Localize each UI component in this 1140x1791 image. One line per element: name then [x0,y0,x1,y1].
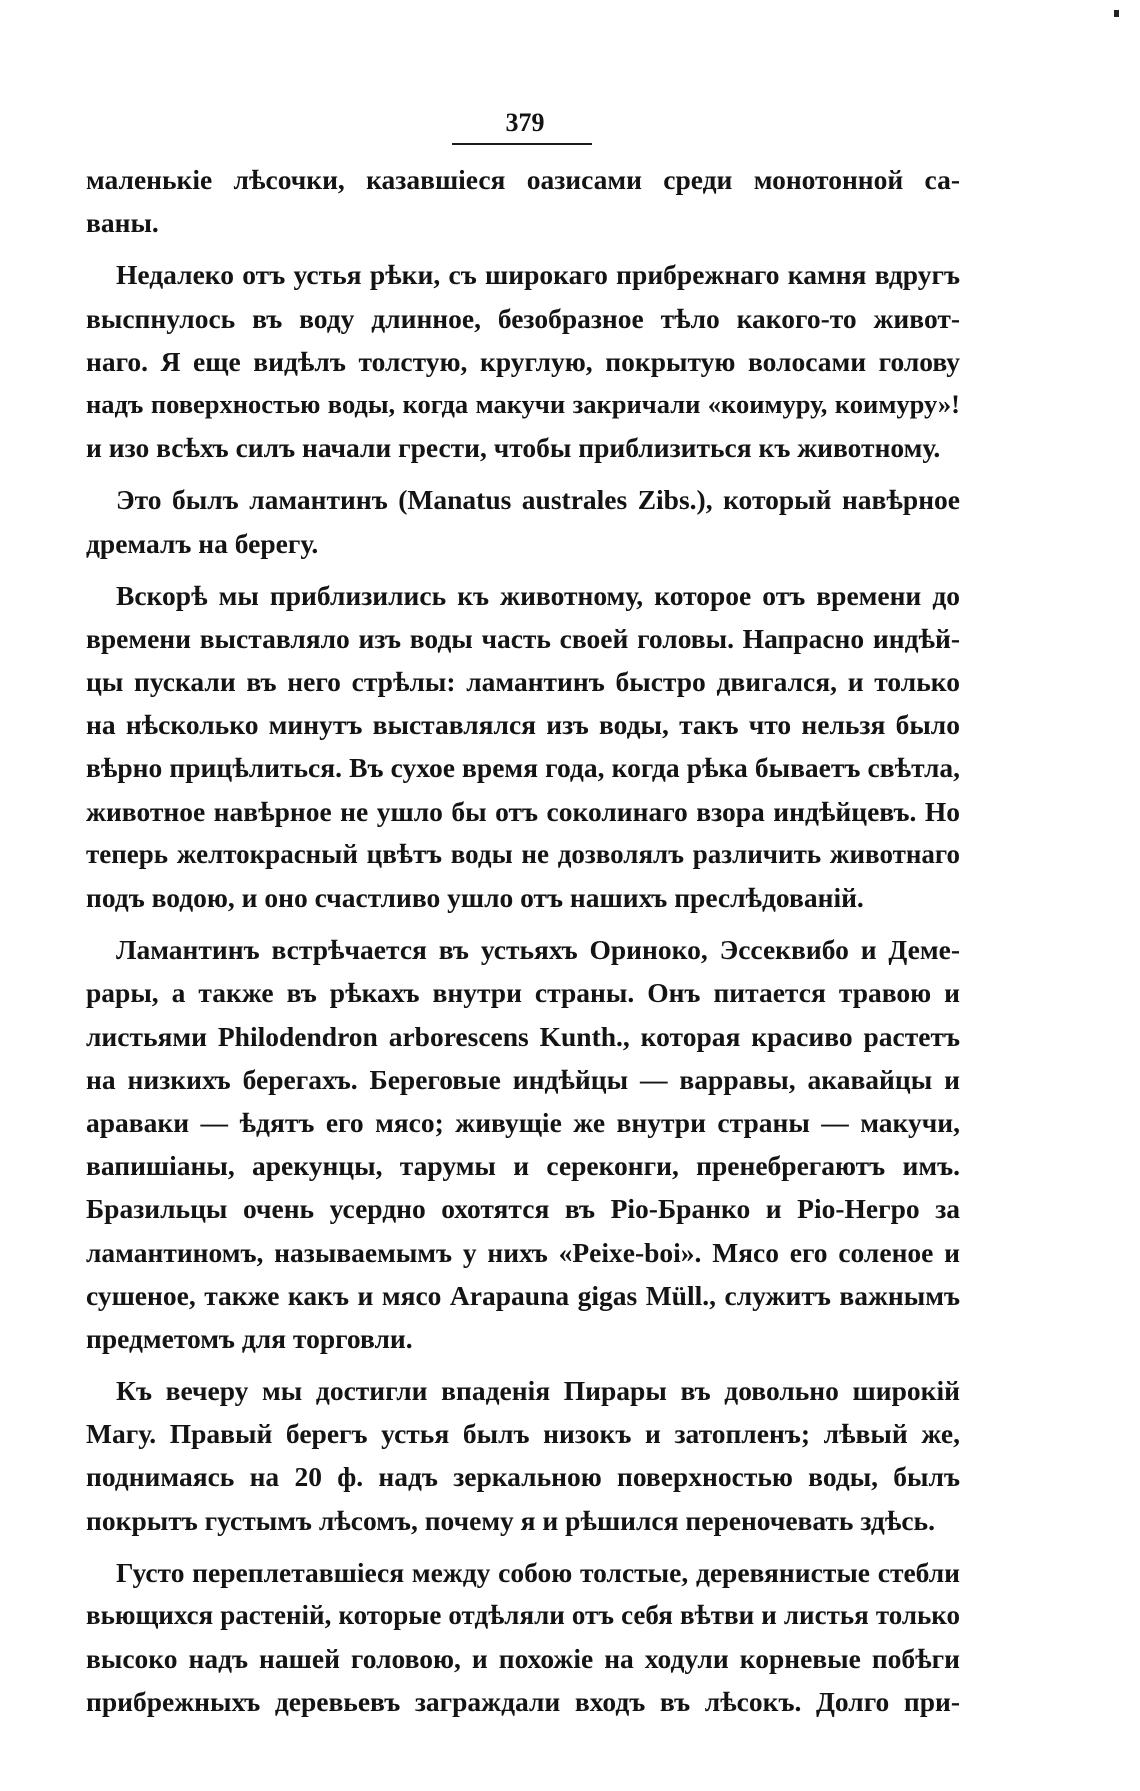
text-line: Ламантинъ встрѣчается въ устьяхъ Ориноко, Эссеквибо и Деме- [116,934,960,966]
text-line: вѣрно прицѣлиться. Въ сухое время года, когда рѣка бываетъ свѣтла, [86,752,960,784]
text-line: прибрежныхъ деревьевъ заграждали входъ въ лѣсокъ. Долго при- [86,1686,960,1718]
text-line: Недалеко отъ устья рѣки, съ широкаго прибрежнаго камня вдругъ [116,259,960,291]
text-line: предметомъ для торговли. [86,1322,413,1354]
page-number-rule [452,143,592,145]
text-line: маленькіе лѣсочки, казавшіеся оазисами среди монотонной са- [86,164,960,195]
text-line: Это былъ ламантинъ (Manatus australes Zibs.), который навѣрное [116,484,960,516]
text-line: араваки — ѣдятъ его мясо; живущіе же внутри страны — макучи, [86,1106,960,1138]
text-line: надъ поверхностью воды, когда макучи закричали «коимуру, коимуру»! [86,388,960,419]
text-line: наго. Я еще видѣлъ толстую, круглую, покрытую волосами голову [86,345,960,377]
text-line: на низкихъ берегахъ. Береговые индѣйцы — варравы, акавайцы и [86,1063,960,1095]
text-line: сушеное, также какъ и мясо Arapauna gigas Müll., служитъ важнымъ [86,1279,960,1311]
paragraph [86,1369,960,1542]
paragraph [86,158,960,244]
text-line: ламантиномъ, называемымъ у нихъ «Peixe-boi». Мясо его соленое и [86,1236,960,1268]
text-line: выспнулось въ воду длинное, безобразное тѣло какого-то живот- [86,302,960,334]
text-line: Густо переплетавшіеся между собою толстые, деревянистые стебли [116,1556,960,1588]
text-line: ваны. [86,207,159,239]
text-line: поднимаясь на 20 ф. надъ зеркальною поверхностью воды, былъ [86,1461,960,1493]
page-number: 379 [505,108,545,137]
text-line: вьющихся растеній, которые отдѣляли отъ себя вѣтви и листья только [86,1600,960,1630]
text-line: подъ водою, и оно счастливо ушло отъ нашихъ преслѣдованій. [86,882,864,913]
text-line: животное навѣрное не ушло бы отъ соколинаго взора индѣйцевъ. Но [86,795,960,827]
paragraph [86,253,960,469]
text-column [86,158,960,1724]
text-line: на нѣсколько минутъ выставлялся изъ воды, такъ что нельзя было [86,709,960,741]
text-line: и изо всѣхъ силъ начали грести, чтобы приблизиться къ животному. [86,432,941,464]
paragraph [86,1551,960,1724]
text-line: цы пускали въ него стрѣлы: ламантинъ быстро двигался, и только [86,666,960,698]
text-line: рары, а также въ рѣкахъ внутри страны. Онъ питается травою и [86,977,960,1009]
text-line: Вскорѣ мы приблизились къ животному, которое отъ времени до [116,579,960,611]
scan-edge-mark [1114,10,1119,17]
text-line: вапишіаны, арекунцы, тарумы и сереконги, пренебрегаютъ имъ. [86,1150,960,1182]
text-line: дремалъ на берегу. [86,527,319,559]
paragraph [86,928,960,1360]
text-line: листьями Philodendron arborescens Kunth., которая красиво растетъ [86,1020,960,1052]
text-line: Бразильцы очень усердно охотятся въ Ріо-Бранко и Ріо-Негро за [86,1193,960,1225]
text-line: покрытъ густымъ лѣсомъ, почему я и рѣшился переночевать здѣсь. [86,1504,935,1536]
text-line: Къ вечеру мы достигли впаденія Пирары въ довольно широкій [116,1375,960,1407]
paragraph [86,574,960,920]
text-line: теперь желтокрасный цвѣтъ воды не дозволялъ различить животнаго [86,838,960,869]
text-line: времени выставляло изъ воды часть своей головы. Напрасно индѣй- [86,622,960,654]
text-line: Магу. Правый берегъ устья былъ низокъ и затопленъ; лѣвый же, [86,1418,960,1450]
text-line: высоко надъ нашей головою, и похожіе на ходули корневые побѣги [86,1643,960,1675]
paragraph [86,478,960,564]
